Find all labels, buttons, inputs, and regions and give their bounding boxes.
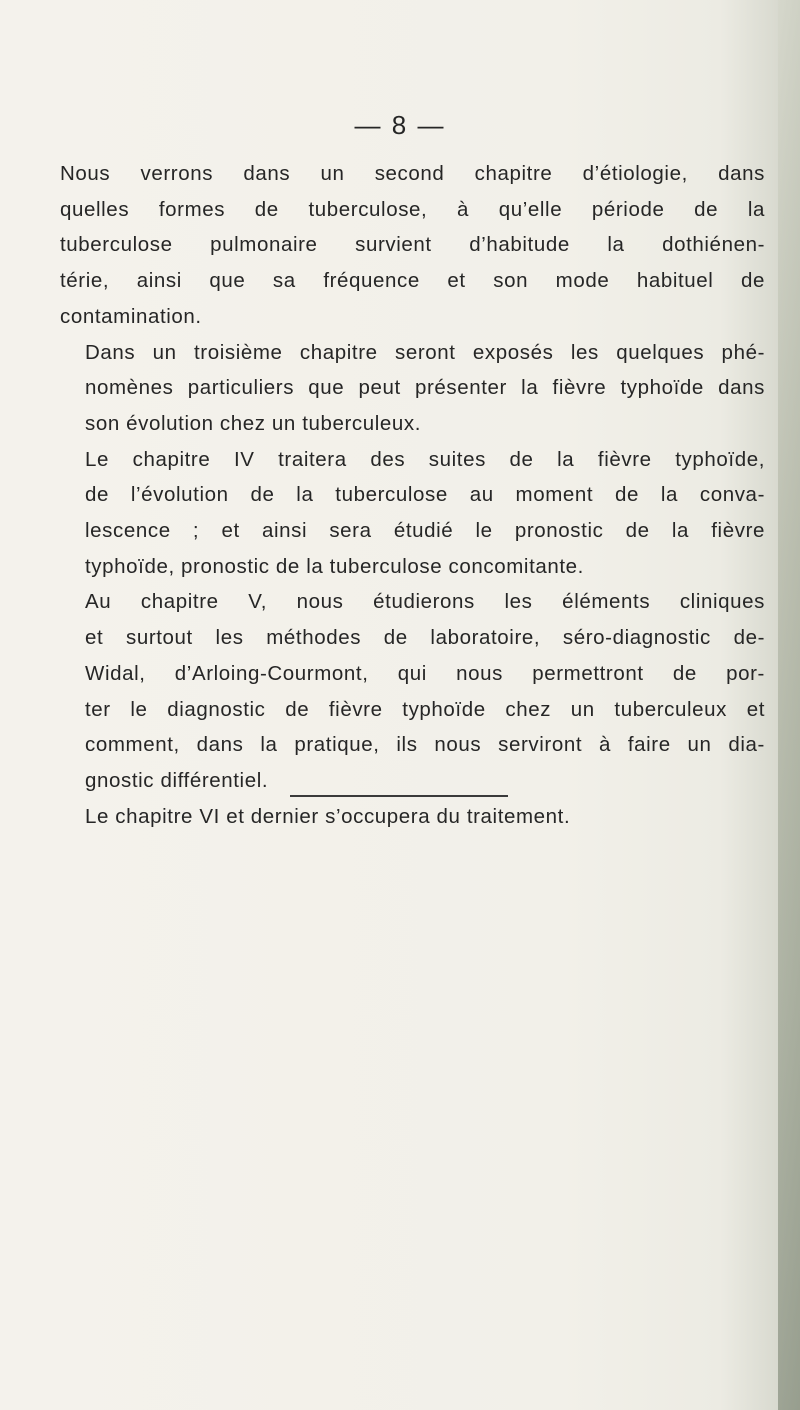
- text-line: Au chapitre V, nous étudierons les éléments cliniques: [85, 590, 765, 614]
- text-line: Le chapitre VI et dernier s’occupera du traitement.: [85, 804, 571, 828]
- text-line: quelles formes de tuberculose, à qu’elle période de la: [60, 197, 765, 221]
- text-line: comment, dans la pratique, ils nous serviront à faire un dia-: [85, 733, 765, 757]
- paragraph: [60, 156, 765, 335]
- body-text: [60, 156, 765, 834]
- text-line: nomènes particuliers que peut présenter la fièvre typhoïde dans: [85, 376, 765, 400]
- text-line: Widal, d’Arloing-Courmont, qui nous permettront de por-: [85, 661, 765, 685]
- text-line: Nous verrons dans un second chapitre d’étiologie, dans: [60, 162, 765, 185]
- page-edge-stain: [778, 0, 800, 1410]
- text-line: Le chapitre IV traitera des suites de la fièvre typhoïde,: [85, 447, 765, 471]
- section-divider: [290, 795, 508, 797]
- paragraph: [60, 799, 765, 835]
- paragraph: [60, 335, 765, 442]
- text-line: ter le diagnostic de fièvre typhoïde chez un tuberculeux et: [85, 697, 765, 721]
- paragraph: [60, 584, 765, 798]
- text-line: contamination.: [60, 304, 202, 328]
- text-line: typhoïde, pronostic de la tuberculose concomitante.: [85, 554, 584, 578]
- text-line: son évolution chez un tuberculeux.: [85, 411, 422, 435]
- text-line: et surtout les méthodes de laboratoire, séro-diagnostic de-: [85, 626, 765, 650]
- text-line: térie, ainsi que sa fréquence et son mode habituel de: [60, 269, 765, 293]
- text-line: tuberculose pulmonaire survient d’habitude la dothiénen-: [60, 233, 765, 257]
- page-number: — 8 —: [354, 110, 446, 140]
- text-line: de l’évolution de la tuberculose au moment de la conva-: [85, 483, 765, 507]
- text-line: gnostic différentiel.: [85, 768, 269, 792]
- text-line: lescence ; et ainsi sera étudié le pronostic de la fièvre: [85, 519, 765, 543]
- paragraph: [60, 442, 765, 585]
- text-line: Dans un troisième chapitre seront exposés les quelques phé-: [85, 340, 765, 364]
